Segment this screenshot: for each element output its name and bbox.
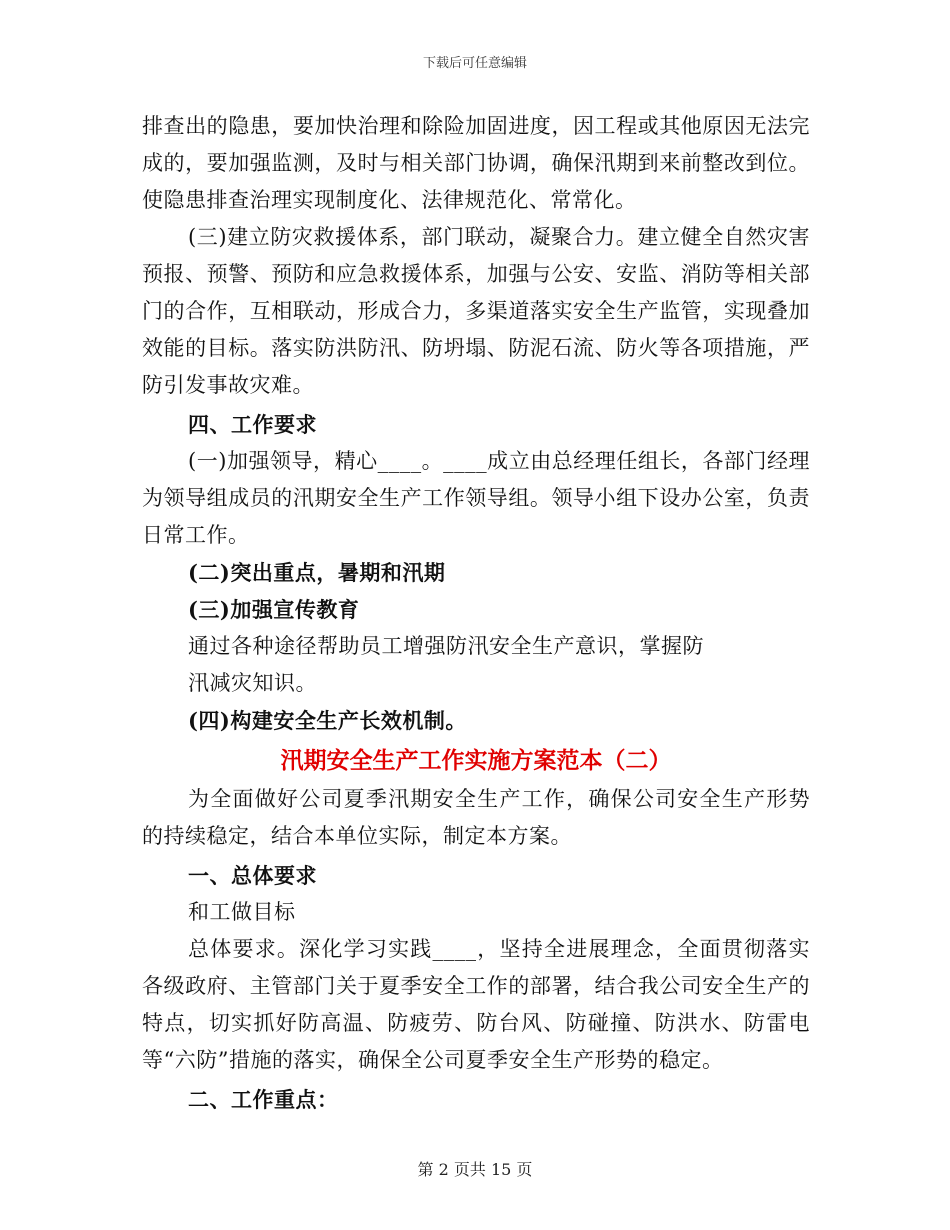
document-body xyxy=(142,108,810,1118)
heading-key-work: 二、工作重点： xyxy=(188,1087,339,1112)
page-footer: 第 2 页共 15 页 xyxy=(417,1160,533,1179)
heading-work-requirements: 四、工作要求 xyxy=(188,412,317,437)
paragraph-awareness-line1: 通过各种途径帮助员工增强防汛安全生产意识，掌握防 xyxy=(188,634,704,658)
heading-overall-requirements: 一、总体要求 xyxy=(188,863,317,888)
heading-mechanism: (四)构建安全生产长效机制。 xyxy=(188,708,467,733)
paragraph-leadership: (一)加强领导，精心____。____成立由总经理任组长，各部门经理为领导组成员的汛期安全生产工作领导组。领导小组下设办公室，负责日常工作。 xyxy=(142,449,810,547)
paragraph-awareness-line2: 汛减灾知识。 xyxy=(188,671,317,695)
page-header: 下载后可任意编辑 xyxy=(422,56,527,71)
paragraph-rescue-system: (三)建立防灾救援体系，部门联动，凝聚合力。建立健全自然灾害预报、预警、预防和应急救援体系，加强与公安、安监、消防等相关部门的合作，互相联动，形成合力，多渠道落实安全生产监管，实现叠加效能的目标。落实防洪防汛、防坍塌、防泥石流、防火等各项措施，严防引发事故灾难。 xyxy=(142,225,810,397)
paragraph-overall-text: 总体要求。深化学习实践____，坚持全进展理念，全面贯彻落实各级政府、主管部门关于夏季安全工作的部署，结合我公司安全生产的特点，切实抓好防高温、防疲劳、防台风、防碰撞、防洪水、防雷电等“六防”措施的落实，确保全公司夏季安全生产形势的稳定。 xyxy=(142,937,810,1072)
paragraph-intro: 为全面做好公司夏季汛期安全生产工作，确保公司安全生产形势的持续稳定，结合本单位实际，制定本方案。 xyxy=(142,787,810,848)
document-title: 汛期安全生产工作实施方案范本（二） xyxy=(280,748,672,774)
heading-publicity: (三)加强宣传教育 xyxy=(188,597,360,622)
paragraph-goals: 和工做目标 xyxy=(188,900,296,924)
heading-focus: (二)突出重点，暑期和汛期 xyxy=(188,560,446,585)
paragraph-hazard-rectification: 排查出的隐患，要加快治理和除险加固进度，因工程或其他原因无法完成的，要加强监测，及时与相关部门协调，确保汛期到来前整改到位。使隐患排查治理实现制度化、法律规范化、常常化。 xyxy=(142,114,810,212)
